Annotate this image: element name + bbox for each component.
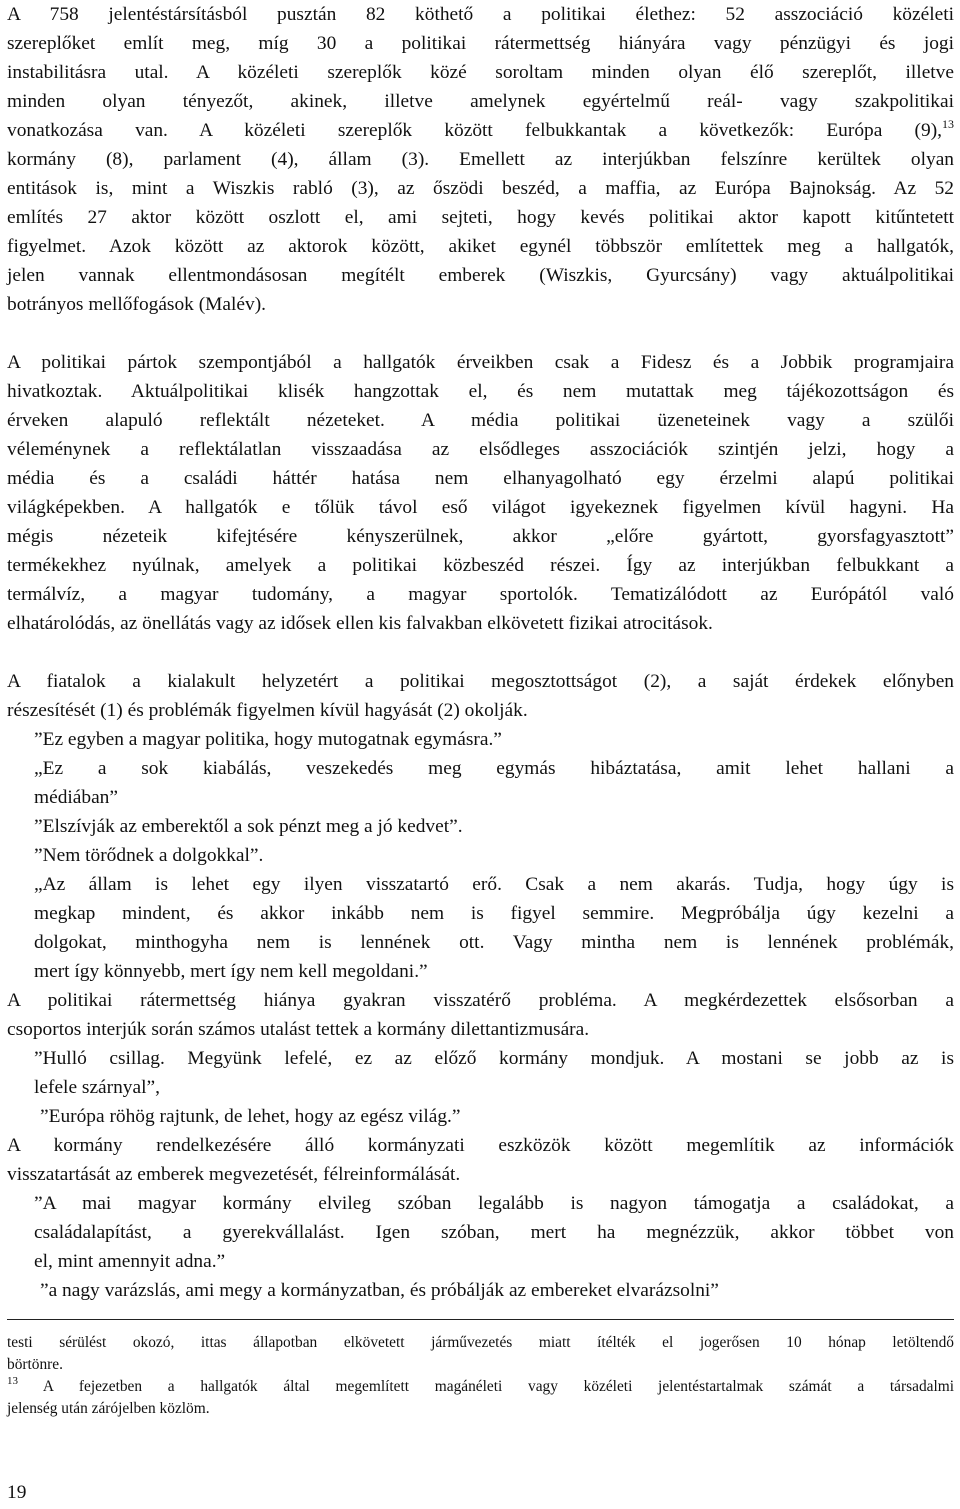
text-line: lefele szárnyal”, xyxy=(34,1077,160,1098)
footnote-ref-13[interactable]: 13 xyxy=(942,117,954,131)
text-line: véleménynek a reflektálatlan visszaadása az elsődleges asszociációk szintjén jelzi, hogy a xyxy=(7,439,954,460)
footnote-line: jelenség után zárójelben közlöm. xyxy=(7,1400,210,1417)
paragraph-5 xyxy=(7,1131,954,1189)
text-line: családalapítást, a gyerekvállalást. Igen szóban, mert ha megnézzük, akkor többet von xyxy=(34,1222,954,1243)
footnote-separator xyxy=(7,1319,954,1320)
text-line: „Ez a sok kiabálás, veszekedés meg egymás hibáztatása, amit lehet hallani a xyxy=(34,758,954,779)
text-segment: vonatkozása van. A közéleti szereplők között felbukkantak a következők: Európa (9), xyxy=(7,120,942,141)
text-line: mégis nézeteik kifejtésére kényszerülnek, akkor „előre gyártott, gyorsfagyasztott” xyxy=(7,526,954,547)
footnote-text: A fejezetben a hallgatók által megemlített magánéleti vagy közéleti jelentéstartalmak számát a társadalmi xyxy=(42,1378,954,1395)
text-line: A 758 jelentéstársításból pusztán 82 köthető a politikai élethez: 52 asszociáció közéleti xyxy=(7,4,954,25)
text-line: mert így könnyebb, mert így nem kell megoldani.” xyxy=(34,961,428,982)
quote-1 xyxy=(7,725,954,754)
text-line: kormány (8), parlament (4), állam (3). Emellett az interjúkban felszínre kerültek olyan xyxy=(7,149,954,170)
text-line: termékekhez nyúlnak, amelyek a politikai közbeszéd részei. Így az interjúkban felbukkant a xyxy=(7,555,954,576)
text-line: megkap mindent, és akkor inkább nem is figyel semmire. Megpróbálja úgy kezelni a xyxy=(34,903,954,924)
text-line: ”Európa röhög rajtunk, de lehet, hogy az egész világ.” xyxy=(40,1106,461,1127)
paragraph-4 xyxy=(7,986,954,1044)
paragraph-3 xyxy=(7,667,954,725)
text-line: visszatartását az emberek megvezetését, félreinformálását. xyxy=(7,1164,461,1185)
text-line: ”a nagy varázslás, ami megy a kormányzatban, és próbálják az embereket elvarázsolni” xyxy=(40,1280,719,1301)
footnote-line xyxy=(7,1376,954,1398)
text-line-with-footnote-ref xyxy=(7,116,954,145)
text-line: ”Elszívják az emberektől a sok pénzt meg a jó kedvet”. xyxy=(34,816,463,837)
text-line: ”Ez egyben a magyar politika, hogy mutogatnak egymásra.” xyxy=(34,729,502,750)
text-line: média és a családi háttér hatása nem elhanyagolható egy érzelmi alapú politikai xyxy=(7,468,954,489)
quote-6 xyxy=(7,1044,954,1102)
footnote-marker-13: 13 xyxy=(7,1375,18,1387)
text-line: ”Hulló csillag. Megyünk lefelé, ez az előző kormány mondjuk. A mostani se jobb az is xyxy=(34,1048,954,1069)
text-line: termálvíz, a magyar tudomány, a magyar sportolók. Tematizálódott az Európától való xyxy=(7,584,954,605)
footnotes xyxy=(7,1332,954,1420)
quote-9 xyxy=(7,1276,954,1305)
text-line: részesítését (1) és problémák figyelmen kívül hagyását (2) okolják. xyxy=(7,700,528,721)
footnote-continuation xyxy=(7,1332,954,1376)
quote-7 xyxy=(7,1102,954,1131)
text-line: csoportos interjúk során számos utalást tettek a kormány dilettantizmusára. xyxy=(7,1019,590,1040)
text-line: „Az állam is lehet egy ilyen visszatartó erő. Csak a nem akarás. Tudja, hogy úgy is xyxy=(34,874,954,895)
quote-8 xyxy=(7,1189,954,1276)
text-line: A fiatalok a kialakult helyzetért a politikai megosztottságot (2), a saját érdekek előnyben xyxy=(7,671,954,692)
text-line: említés 27 aktor között oszlott el, ami sejteti, hogy kevés politikai aktor kapott kitűntetett xyxy=(7,207,954,228)
text-line: médiában” xyxy=(34,787,118,808)
quote-3 xyxy=(7,812,954,841)
quote-4 xyxy=(7,841,954,870)
document-page xyxy=(7,0,954,1305)
text-line: ”A mai magyar kormány elvileg szóban legalább is nagyon támogatja a családokat, a xyxy=(34,1193,954,1214)
text-line: jelen vannak ellentmondásosan megítélt emberek (Wiszkis, Gyurcsány) vagy aktuálpolitikai xyxy=(7,265,954,286)
text-line: entitások is, mint a Wiszkis rabló (3), az őszödi beszéd, a maffia, az Európa Bajnokság. Az 52 xyxy=(7,178,954,199)
text-line: botrányos mellőfogások (Malév). xyxy=(7,294,267,315)
paragraph-2 xyxy=(7,348,954,638)
text-line: A politikai pártok szempontjából a hallgatók érveikben csak a Fidesz és a Jobbik programjaira xyxy=(7,352,954,373)
quote-2 xyxy=(7,754,954,812)
quote-5 xyxy=(7,870,954,986)
page-number: 19 xyxy=(7,1482,27,1503)
text-line: érveken alapuló reflektált nézeteket. A média politikai üzeneteinek vagy a szülői xyxy=(7,410,954,431)
text-line: figyelmet. Azok között az aktorok között, akiket egynél többször említettek meg a hallgatók, xyxy=(7,236,954,257)
text-line: hivatkoztak. Aktuálpolitikai klisék hangzottak el, és nem mutattak meg tájékozottságon és xyxy=(7,381,954,402)
text-line: A kormány rendelkezésére álló kormányzati eszközök között megemlítik az információk xyxy=(7,1135,954,1156)
text-line: dolgokat, minthogyha nem is lennének ott. Vagy mintha nem is lennének problémák, xyxy=(34,932,954,953)
text-line: szereplőket említ meg, míg 30 a politikai rátermettség hiányára vagy pénzügyi és jogi xyxy=(7,33,954,54)
text-line: minden olyan tényezőt, akinek, illetve amelynek egyértelmű reál- vagy szakpolitikai xyxy=(7,91,954,112)
footnote-13 xyxy=(7,1376,954,1420)
footnote-line: testi sérülést okozó, ittas állapotban elkövetett járművezetés miatt ítélték el jogerősen 10 hónap letöltendő xyxy=(7,1334,954,1351)
text-line: instabilitásra utal. A közéleti szereplők közé soroltam minden olyan élő szereplőt, illetve xyxy=(7,62,954,83)
footnote-line: börtönre. xyxy=(7,1356,63,1373)
text-line: elhatárolódás, az önellátás vagy az idősek ellen kis falvakban elkövetett fizikai atrocitások. xyxy=(7,613,713,634)
text-line: világképekben. A hallgatók e tőlük távol eső világot igyekeznek figyelmen kívül hagyni. Ha xyxy=(7,497,954,518)
text-line: A politikai rátermettség hiánya gyakran visszatérő probléma. A megkérdezettek elsősorban a xyxy=(7,990,954,1011)
paragraph-1 xyxy=(7,0,954,319)
text-line: el, mint amennyit adna.” xyxy=(34,1251,226,1272)
text-line: ”Nem törődnek a dolgokkal”. xyxy=(34,845,264,866)
